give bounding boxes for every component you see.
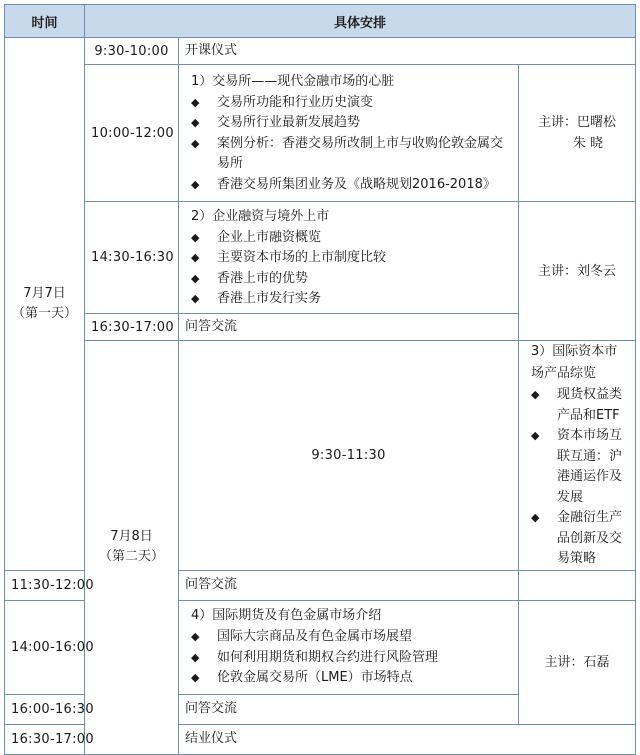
session3-topic: 3）国际资本市场产品综览 [531, 344, 618, 381]
row-session3 [5, 341, 636, 571]
closing-activity: 结业仪式 [179, 724, 636, 754]
bullet-diamond-icon: ◆ [191, 116, 200, 130]
header-schedule: 具体安排 [85, 5, 636, 38]
bullet-diamond-icon: ◆ [531, 388, 540, 401]
schedule-table [4, 4, 636, 755]
session4-time: 14:00-16:00 [5, 600, 85, 694]
session1-item: ◆ 香港交易所集团业务及《战略规划2016-2018》 [185, 175, 512, 196]
session4-content [179, 600, 519, 694]
row-session2 [5, 202, 636, 314]
session3-item: ◆ 现货权益类产品和ETF [531, 387, 623, 423]
bullet-diamond-icon: ◆ [191, 292, 200, 305]
session4-topic: 4）国际期货及有色金属市场介绍 [191, 608, 382, 624]
session3-content [519, 341, 636, 571]
header-time: 时间 [5, 5, 85, 38]
session1-lecturer-2: 朱 晓 [572, 136, 604, 151]
session2-content [179, 202, 519, 314]
session3-time: 9:30-11:30 [179, 341, 519, 571]
row-session1 [5, 65, 636, 202]
session1-item: ◆ 交易所功能和行业历史演变 [185, 93, 512, 114]
session1-content [179, 65, 519, 202]
session4-item: ◆ 国际大宗商品及有色金属市场展望 [185, 627, 512, 648]
row-opening [5, 38, 636, 65]
bullet-diamond-icon: ◆ [191, 230, 200, 244]
session4-lecturer: 主讲：石磊 [519, 600, 636, 724]
day2-qa1-time: 11:30-12:00 [5, 570, 85, 600]
session2-item: ◆ 香港上市的优势 [185, 269, 512, 290]
opening-time: 9:30-10:00 [85, 38, 179, 65]
session2-item: ◆ 香港上市发行实务 [185, 289, 512, 310]
day1-label: （第一天） [11, 305, 77, 321]
day2-label: （第二天） [98, 549, 164, 565]
bullet-diamond-icon: ◆ [191, 630, 200, 644]
session3-item: ◆ 金融衍生产品创新及交易策略 [531, 510, 623, 566]
day1-date: 7月7日 [23, 285, 66, 301]
header-row [5, 5, 636, 38]
bullet-diamond-icon: ◆ [191, 271, 200, 285]
bullet-diamond-icon: ◆ [191, 136, 200, 150]
day2-qa2-activity: 问答交流 [179, 694, 519, 724]
day2-qa1-activity: 问答交流 [179, 570, 519, 600]
day2-date: 7月8日 [110, 529, 153, 545]
day2-qa2-time: 16:00-16:30 [5, 694, 85, 724]
day1-qa-time: 16:30-17:00 [85, 314, 179, 341]
session1-item: ◆ 交易所行业最新发展趋势 [185, 113, 512, 134]
session1-time: 10:00-12:00 [85, 65, 179, 202]
session3-item: ◆ 资本市场互联互通：沪港通运作及发展 [531, 428, 623, 505]
day1-qa-activity: 问答交流 [179, 314, 519, 341]
session1-lecturer-prefix: 主讲： [537, 115, 577, 130]
closing-time: 16:30-17:00 [5, 724, 85, 754]
session1-lecturer [519, 65, 636, 202]
bullet-diamond-icon: ◆ [191, 95, 200, 109]
session2-item: ◆ 企业上市融资概览 [185, 228, 512, 249]
session2-topic: 2）企业融资与境外上市 [191, 208, 330, 224]
bullet-diamond-icon: ◆ [191, 251, 200, 264]
session1-topic: 1）交易所——现代金融市场的心脏 [191, 73, 395, 89]
session1-lecturer-1: 巴曙松 [577, 115, 617, 130]
day1-date-cell [5, 38, 85, 571]
session4-item: ◆ 伦敦金属交易所（LME）市场特点 [185, 668, 512, 689]
session4-item: ◆ 如何利用期货和期权合约进行风险管理 [185, 648, 512, 669]
session1-item: ◆ 案例分析：香港交易所改制上市与收购伦敦金属交易所 [191, 135, 504, 172]
bullet-diamond-icon: ◆ [531, 511, 540, 524]
session2-time: 14:30-16:30 [85, 202, 179, 314]
bullet-diamond-icon: ◆ [191, 177, 200, 191]
day2-date-cell [85, 341, 179, 755]
session2-item: ◆ 主要资本市场的上市制度比较 [185, 248, 512, 269]
session2-lecturer: 主讲：刘冬云 [519, 202, 636, 341]
opening-activity: 开课仪式 [179, 38, 636, 65]
bullet-diamond-icon: ◆ [531, 429, 540, 442]
bullet-diamond-icon: ◆ [191, 650, 200, 664]
bullet-diamond-icon: ◆ [191, 671, 200, 685]
